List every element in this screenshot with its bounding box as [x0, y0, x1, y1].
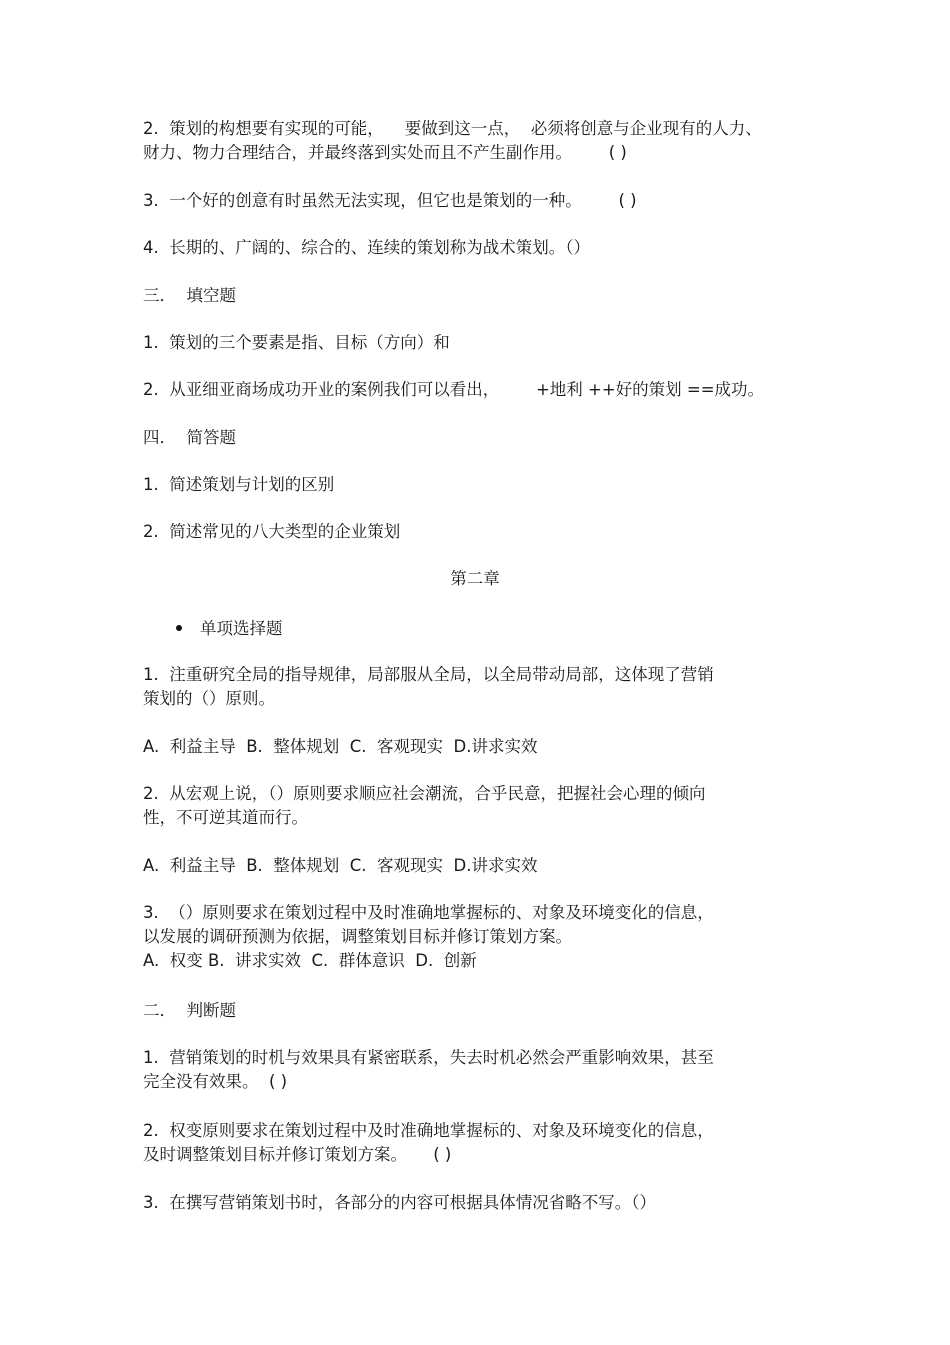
judgment-item-4: 4. 长期的、广阔的、综合的、连续的策划称为战术策划。（）	[143, 238, 590, 257]
single-choice-item-2: 2. 从宏观上说，（）原则要求顺应社会潮流，合乎民意，把握社会心理的倾向 性，不可逆其道而行。	[143, 784, 706, 827]
section-heading-fill-blank: 三． 填空题	[143, 286, 236, 305]
single-choice-item-1: 1. 注重研究全局的指导规律，局部服从全局，以全局带动局部，这体现了营销 策划的（）原则。	[143, 665, 714, 708]
section-heading-short-answer: 四． 简答题	[143, 428, 236, 447]
chapter-title: 第二章	[450, 569, 500, 588]
single-choice-item-3: 3. （）原则要求在策划过程中及时准确地掌握标的、对象及环境变化的信息， 以发展的调研预测为依据，调整策划目标并修订策划方案。 A. 权变 B. 讲求实效 C. 群体意识 D. 创新	[143, 903, 714, 970]
short-answer-item-1: 1. 简述策划与计划的区别	[143, 475, 335, 494]
bullet-icon	[176, 625, 182, 631]
judgment-item-ch2-1: 1. 营销策划的时机与效果具有紧密联系，失去时机必然会严重影响效果，甚至 完全没有效果。 ( )	[143, 1048, 714, 1091]
single-choice-options-1: A. 利益主导 B. 整体规划 C. 客观现实 D.讲求实效	[143, 737, 538, 756]
judgment-item-3: 3. 一个好的创意有时虽然无法实现，但它也是策划的一种。 ( )	[143, 191, 637, 210]
section-heading-single-choice: 单项选择题	[176, 617, 856, 641]
fill-blank-item-2: 2. 从亚细亚商场成功开业的案例我们可以看出， +地利 ++好的策划 ==成功。	[143, 380, 765, 399]
single-choice-options-2: A. 利益主导 B. 整体规划 C. 客观现实 D.讲求实效	[143, 856, 538, 875]
section-heading-judgment: 二． 判断题	[143, 1001, 236, 1020]
short-answer-item-2: 2. 简述常见的八大类型的企业策划	[143, 522, 401, 541]
judgment-item-ch2-2: 2. 权变原则要求在策划过程中及时准确地掌握标的、对象及环境变化的信息， 及时调整策划目标并修订策划方案。 ( )	[143, 1121, 714, 1164]
judgment-item-2: 2. 策划的构想要有实现的可能， 要做到这一点， 必须将创意与企业现有的人力、 财力、物力合理结合，并最终落到实处而且不产生副作用。 ( )	[143, 119, 762, 162]
fill-blank-item-1: 1. 策划的三个要素是指、目标（方向）和	[143, 333, 450, 352]
judgment-item-ch2-3: 3. 在撰写营销策划书时，各部分的内容可根据具体情况省略不写。（）	[143, 1193, 656, 1212]
